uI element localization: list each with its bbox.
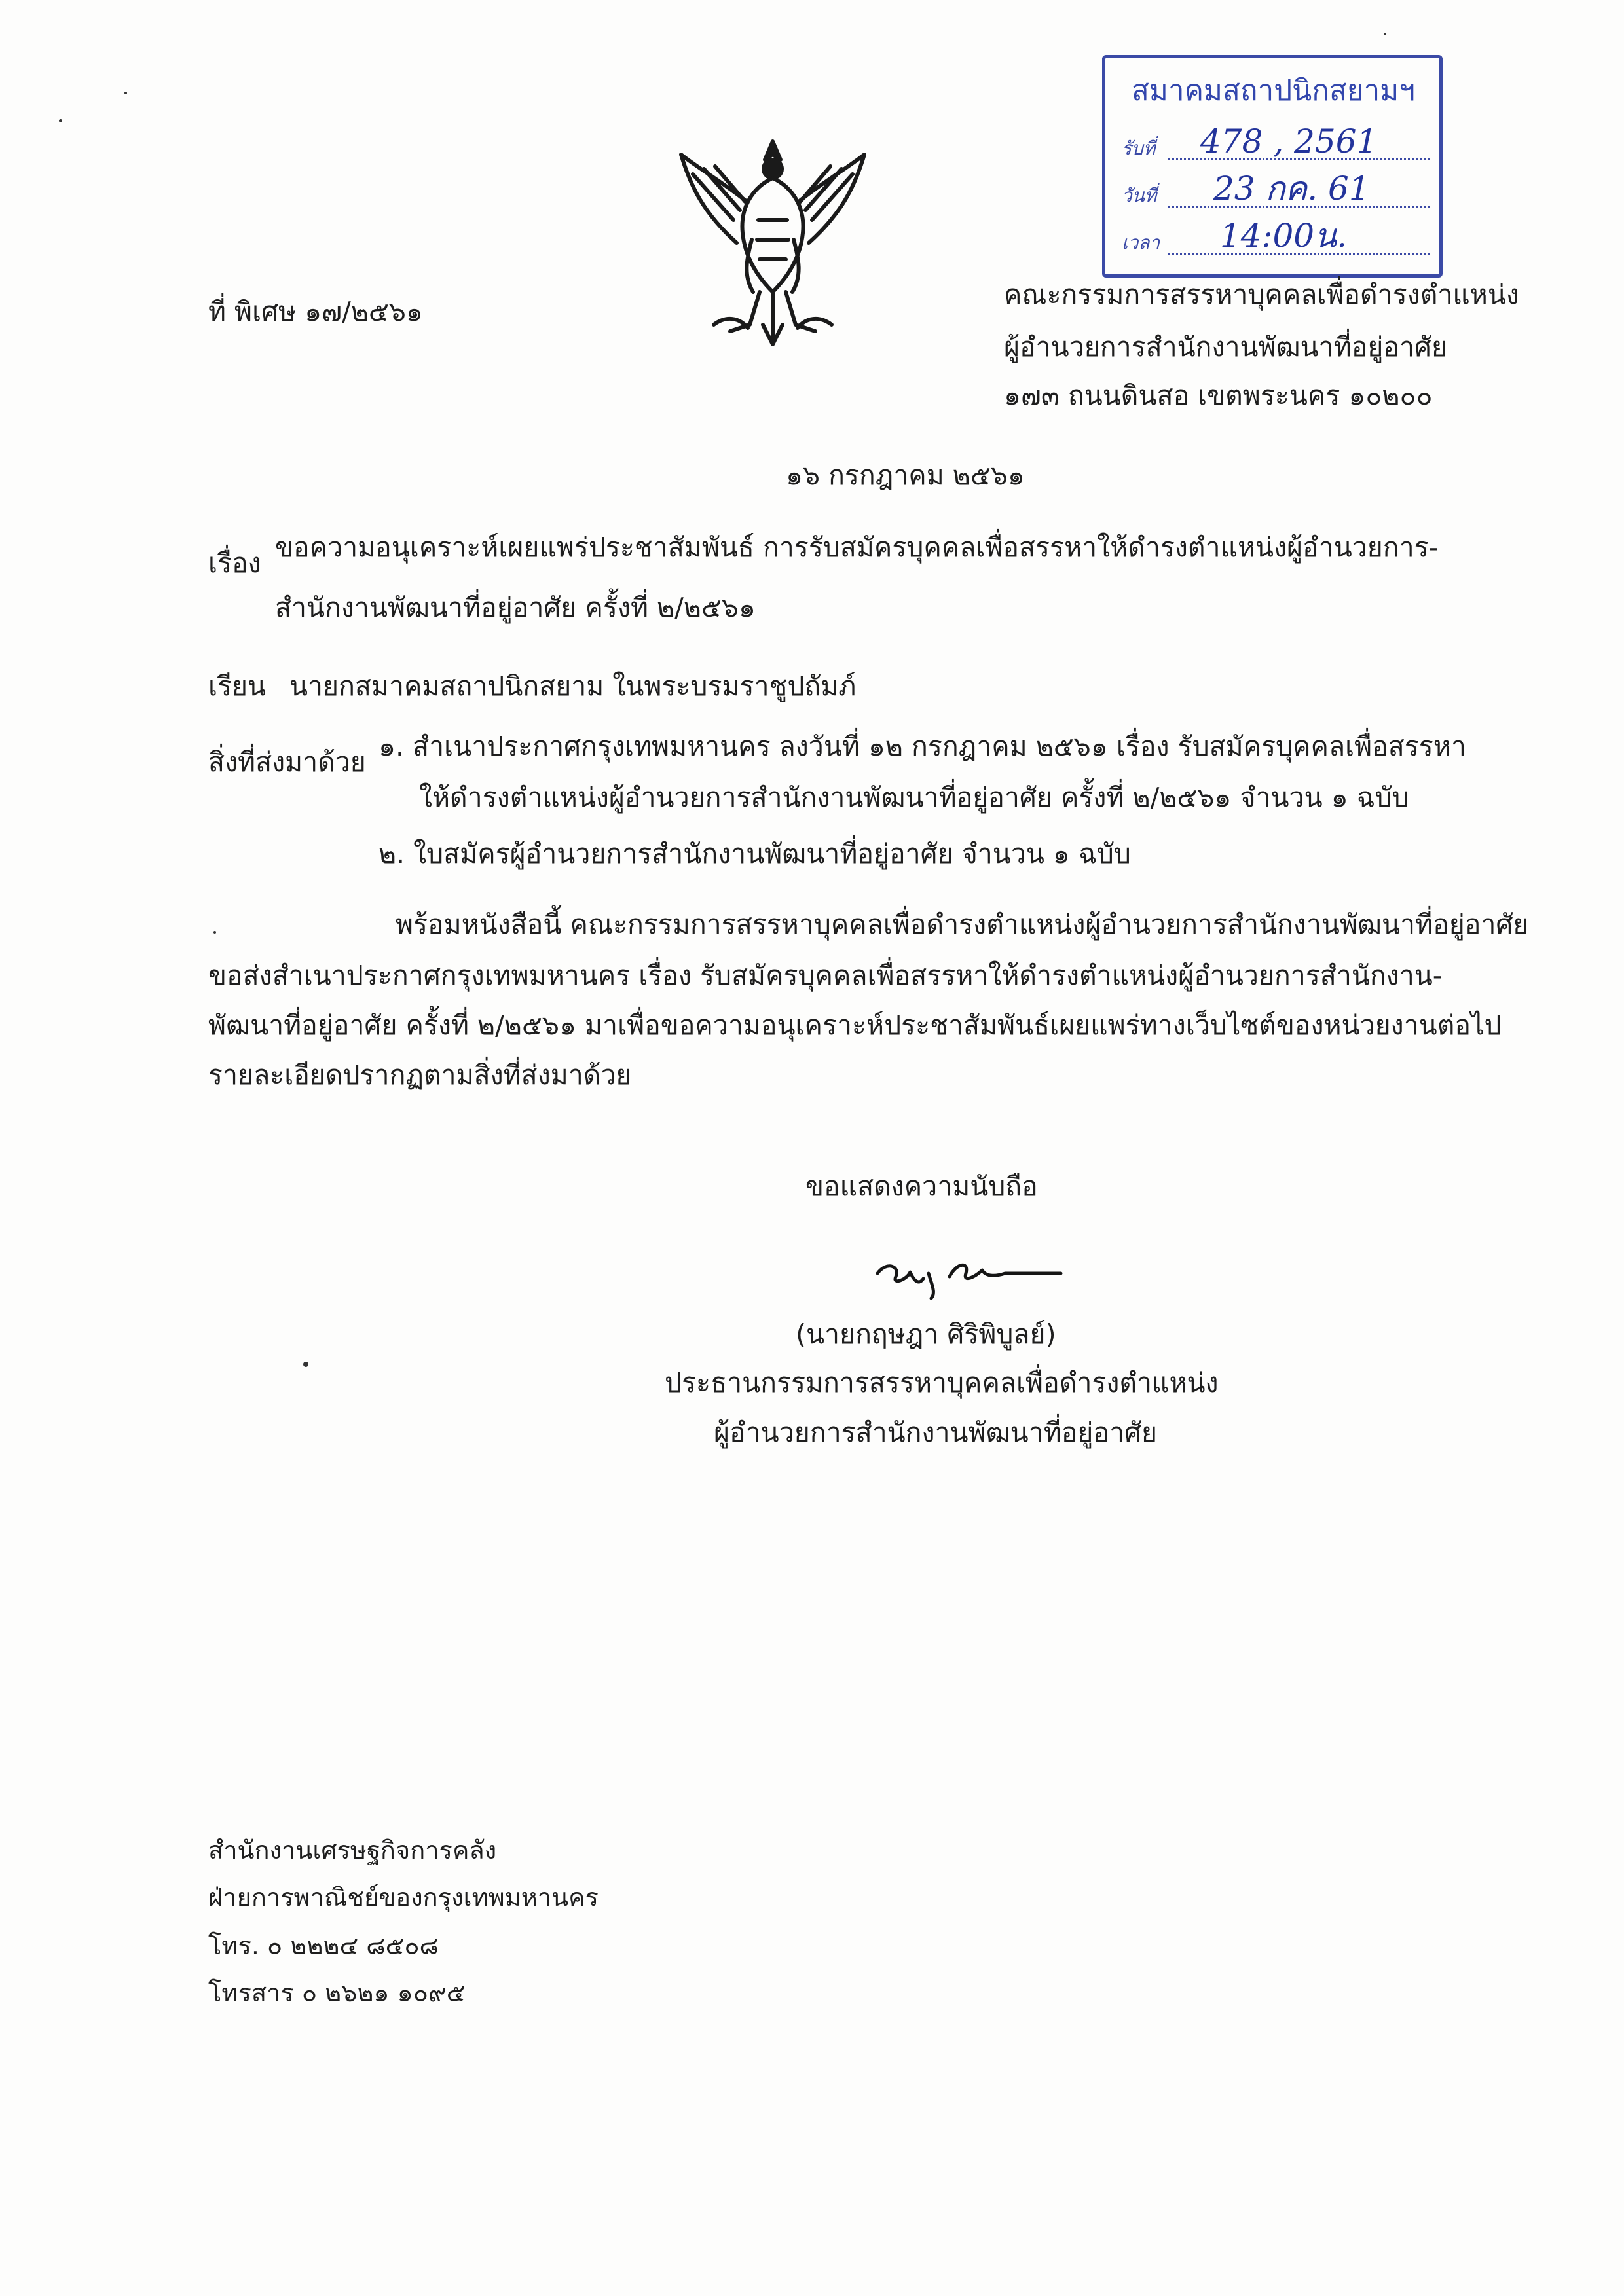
enclosure-line-1: ๑. สำเนาประกาศกรุงเทพมหานคร ลงวันที่ ๑๒ กรกฎาคม ๒๕๖๑ เรื่อง รับสมัครบุคคลเพื่อสรรหา bbox=[378, 731, 1466, 762]
subject-label: เรื่อง bbox=[208, 547, 261, 579]
footer-line-4: โทรสาร ๐ ๒๖๒๑ ๑๐๙๕ bbox=[208, 1978, 466, 2007]
subject-line-2: สำนักงานพัฒนาที่อยู่อาศัย ครั้งที่ ๒/๒๕๖๑ bbox=[275, 592, 756, 623]
sender-line-1: คณะกรรมการสรรหาบุคคลเพื่อดำรงตำแหน่ง bbox=[1004, 279, 1519, 310]
stamp-time-row bbox=[1122, 218, 1430, 260]
garuda-emblem-icon bbox=[674, 128, 871, 351]
footer-line-3: โทร. ๐ ๒๒๒๔ ๘๕๐๘ bbox=[208, 1931, 439, 1960]
addressee: นายกสมาคมสถาปนิกสยาม ในพระบรมราชูปถัมภ์ bbox=[289, 670, 857, 702]
scan-speck bbox=[124, 92, 127, 94]
signer-title-line-2: ผู้อำนวยการสำนักงานพัฒนาที่อยู่อาศัย bbox=[714, 1417, 1158, 1448]
stamp-time-value: 14:00น. bbox=[1220, 217, 1348, 255]
letter-date: ๑๖ กรกฎาคม ๒๕๖๑ bbox=[786, 460, 1025, 491]
stamp-date-value: 23 กค. 61 bbox=[1213, 170, 1370, 208]
reference-number: ที่ พิเศษ ๑๗/๒๕๖๑ bbox=[208, 296, 423, 327]
stamp-date-label: วันที่ bbox=[1122, 185, 1157, 206]
scan-speck bbox=[213, 931, 216, 934]
stamp-title: สมาคมสถาปนิกสยามฯ bbox=[1132, 74, 1415, 107]
body-line-4: รายละเอียดปรากฏตามสิ่งที่ส่งมาด้วย bbox=[208, 1059, 632, 1091]
enclosure-line-3: ๒. ใบสมัครผู้อำนวยการสำนักงานพัฒนาที่อยู่อาศัย จำนวน ๑ ฉบับ bbox=[378, 838, 1131, 869]
stamp-date-row bbox=[1122, 171, 1430, 213]
footer-line-2: ฝ่ายการพาณิชย์ของกรุงเทพมหานคร bbox=[208, 1883, 599, 1912]
scan-speck bbox=[59, 119, 62, 122]
stamp-time-label: เวลา bbox=[1122, 232, 1160, 253]
signature-icon bbox=[871, 1247, 1067, 1300]
subject-line-1: ขอความอนุเคราะห์เผยแพร่ประชาสัมพันธ์ การรับสมัครบุคคลเพื่อสรรหาให้ดำรงตำแหน่งผู้อำนวยการ- bbox=[275, 532, 1439, 563]
body-line-1: พร้อมหนังสือนี้ คณะกรรมการสรรหาบุคคลเพื่อดำรงตำแหน่งผู้อำนวยการสำนักงานพัฒนาที่อยู่อาศัย bbox=[396, 909, 1529, 940]
body-line-3: พัฒนาที่อยู่อาศัย ครั้งที่ ๒/๒๕๖๑ มาเพื่อขอความอนุเคราะห์ประชาสัมพันธ์เผยแพร่ทางเว็บไซต์ของหน่วยงานต่อไป bbox=[208, 1010, 1502, 1041]
to-label: เรียน bbox=[208, 670, 267, 702]
receipt-stamp bbox=[1102, 55, 1443, 278]
signer-title-line-1: ประธานกรรมการสรรหาบุคคลเพื่อดำรงตำแหน่ง bbox=[665, 1367, 1219, 1398]
enclosure-line-2: ให้ดำรงตำแหน่งผู้อำนวยการสำนักงานพัฒนาที่อยู่อาศัย ครั้งที่ ๒/๒๕๖๑ จำนวน ๑ ฉบับ bbox=[419, 782, 1409, 813]
sender-line-3: ๑๗๓ ถนนดินสอ เขตพระนคร ๑๐๒๐๐ bbox=[1004, 380, 1433, 411]
stamp-received-value: 478 , 2561 bbox=[1200, 122, 1378, 160]
body-line-2: ขอส่งสำเนาประกาศกรุงเทพมหานคร เรื่อง รับสมัครบุคคลเพื่อสรรหาให้ดำรงตำแหน่งผู้อำนวยการสำนักงาน- bbox=[208, 960, 1443, 991]
stamp-received-row bbox=[1122, 124, 1430, 166]
sender-line-2: ผู้อำนวยการสำนักงานพัฒนาที่อยู่อาศัย bbox=[1004, 331, 1448, 363]
signer-name: (นายกฤษฎา ศิริพิบูลย์) bbox=[796, 1319, 1056, 1350]
scan-speck bbox=[1384, 33, 1386, 35]
scan-speck bbox=[303, 1362, 308, 1367]
stamp-received-label: รับที่ bbox=[1122, 137, 1156, 159]
closing: ขอแสดงความนับถือ bbox=[805, 1171, 1038, 1202]
footer-line-1: สำนักงานเศรษฐกิจการคลัง bbox=[208, 1836, 497, 1865]
enclosure-label: สิ่งที่ส่งมาด้วย bbox=[208, 746, 366, 778]
